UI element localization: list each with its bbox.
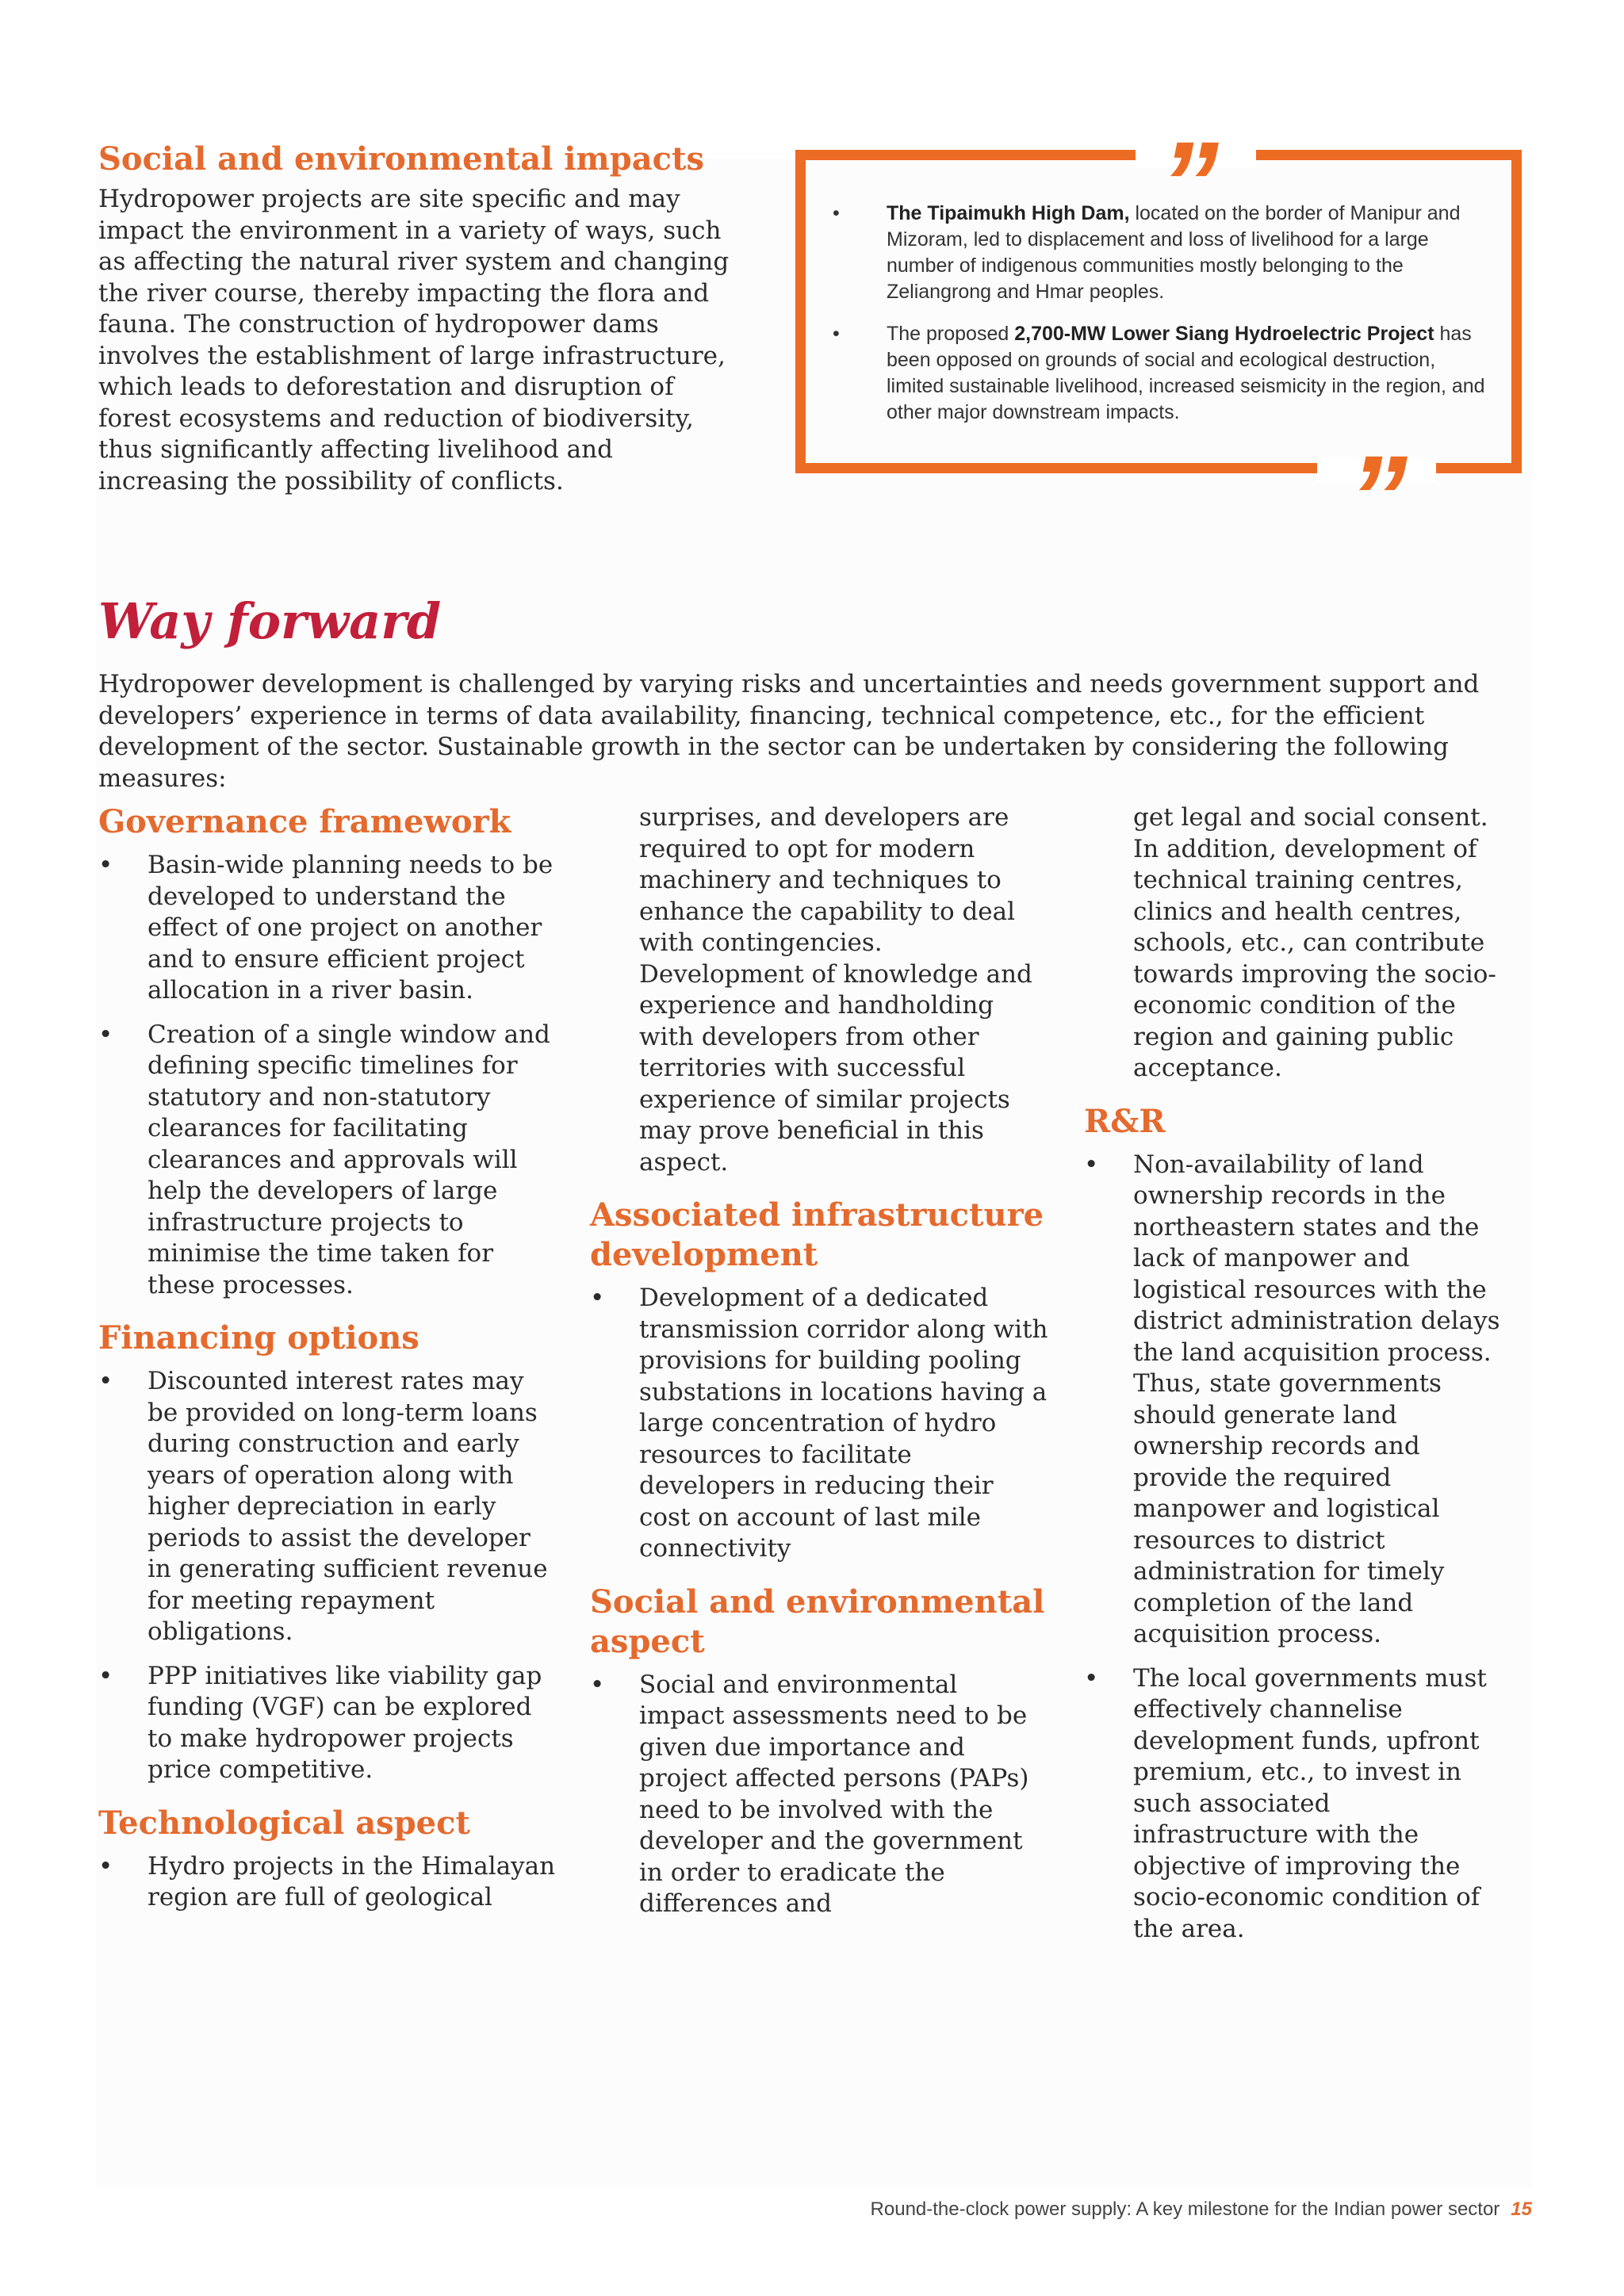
- social-impacts-body: Hydropower projects are site specific and may impact the environment in a variety of ways, such as affecting the natural river system and changing the river course, thereby impacting the flora and fauna. The construction of hydropower dams involves the establishment of large infrastructure, which leads to deforestation and disruption of forest ecosystems and reduction of biodiversity, thus significantly affecting livelihood and increasing the possibility of conflicts.: [98, 185, 730, 496]
- quote-item-bold: The Tipaimukh High Dam,: [887, 202, 1130, 224]
- list-item: [98, 1366, 558, 1648]
- list-item: [98, 1661, 558, 1786]
- bullet-icon: •: [98, 1661, 113, 1690]
- list-item-text: Development of a dedicated transmission corridor along with provisions for building pooling substations in locations having a large concentration of hydro resources to facilitate developers in reducing their cost on account of last mile connectivity: [639, 1284, 1048, 1563]
- bullet-icon: •: [833, 202, 840, 224]
- infrastructure-list: [590, 1283, 1050, 1565]
- list-item-text: Social and environmental impact assessments need to be given due importance and project affected persons (PAPs) need to be involved with the developer and the government in order to eradicate the differences and: [639, 1670, 1029, 1918]
- quote-item: [828, 201, 1494, 305]
- column-2: [590, 802, 1050, 1938]
- bullet-icon: •: [98, 1851, 113, 1881]
- quote-list: [828, 201, 1494, 442]
- bullet-icon: •: [98, 851, 113, 879]
- bullet-icon: •: [1084, 1663, 1099, 1693]
- quote-item-bold: 2,700-MW Lower Siang Hydroelectric Project: [1014, 323, 1434, 345]
- quote-item-pre: The proposed: [887, 323, 1015, 345]
- page-number: 15: [1511, 2198, 1532, 2220]
- list-item-text: Hydro projects in the Himalayan region are full of geological: [147, 1851, 556, 1911]
- bullet-icon: •: [590, 1284, 605, 1312]
- social-aspect-continuation: get legal and social consent. In addition, development of technical training centres, clinics and health centres, schools, etc., can contribute towards improving the socio-economic condition of the region and gaining public acceptance.: [1133, 803, 1496, 1082]
- financing-list: [98, 1366, 558, 1786]
- social-aspect-list: [590, 1670, 1050, 1920]
- list-item: [98, 1851, 558, 1914]
- list-item: [1084, 1663, 1512, 1946]
- list-item-text: The local governments must effectively channelise development funds, upfront premium, etc., to invest in such associated infrastructure with the objective of improving the socio-economic condition of the area.: [1133, 1663, 1487, 1943]
- list-item-text: Non-availability of land ownership records in the northeastern states and the lack of manpower and logistical resources with the district administration delays the land acquisition process. Thus, state governments should generate land ownership records and provide the required manpower and logistical resources to district administration for timely completion of the land acquisition process.: [1133, 1150, 1500, 1648]
- technological-heading: Technological aspect: [98, 1804, 470, 1842]
- list-item: [98, 850, 558, 1007]
- page-footer: [714, 2198, 1532, 2221]
- column-1: [98, 802, 558, 1931]
- technological-list: [98, 1851, 558, 1914]
- quote-item: [828, 321, 1494, 426]
- list-item: [98, 1020, 558, 1302]
- technological-continuation: surprises, and developers are required to opt for modern machinery and techniques to enhance the capability to deal with contingencies. Development of knowledge and experience and handholding with developers from other territories with successful experience of similar projects may prove beneficial in this aspect.: [639, 803, 1032, 1177]
- way-forward-title: Way forward: [98, 592, 442, 650]
- bullet-icon: •: [833, 323, 840, 345]
- open-quote-icon: ”: [1159, 117, 1219, 250]
- list-item-text: Basin-wide planning needs to be developed to understand the effect of one project on another and to ensure efficient project allocation in a river basin.: [147, 851, 553, 1004]
- social-impacts-section: [98, 140, 733, 497]
- list-item: [590, 1283, 1050, 1565]
- financing-heading: Financing options: [98, 1319, 419, 1357]
- social-impacts-heading: Social and environmental impacts: [98, 140, 704, 178]
- list-item-text: PPP initiatives like viability gap funding (VGF) can be explored to make hydropower projects price competitive.: [147, 1661, 542, 1784]
- list-item: [590, 1670, 1050, 1920]
- rr-heading: R&R: [1084, 1102, 1166, 1140]
- list-item-text: Discounted interest rates may be provided on long-term loans during construction and early years of operation along with higher depreciation in early periods to assist the developer in generating sufficient revenue for meeting repayment obligations.: [147, 1367, 548, 1646]
- list-item: [1084, 1150, 1512, 1651]
- way-forward-intro: Hydropower development is challenged by varying risks and uncertainties and needs government support and developers’ experience in terms of data availability, financing, technical competence, etc., for the efficient development of the sector. Sustainable growth in the sector can be undertaken by considering the following measures:: [98, 670, 1480, 793]
- footer-text: Round-the-clock power supply: A key milestone for the Indian power sector: [870, 2198, 1500, 2220]
- infrastructure-heading: Associated infrastructure development: [590, 1196, 1044, 1273]
- bullet-icon: •: [590, 1670, 605, 1699]
- column-3: [1084, 802, 1512, 1962]
- bullet-icon: •: [98, 1367, 113, 1395]
- list-item-text: Creation of a single window and defining specific timelines for statutory and non-statutory clearances for facilitating clearances and approvals will help the developers of large infrastructure projects to minimise the time taken for these processes.: [147, 1020, 550, 1299]
- close-quote-icon: ”: [1348, 430, 1408, 564]
- governance-list: [98, 850, 558, 1301]
- quote-item-text: located on the border of Manipur and Mizoram, led to displacement and loss of livelihood for a large number of indigenous communities mostly belonging to the Zeliangrong and Hmar peoples.: [887, 202, 1461, 303]
- bullet-icon: •: [98, 1020, 113, 1049]
- governance-heading: Governance framework: [98, 803, 511, 840]
- social-aspect-heading: Social and environmental aspect: [590, 1582, 1045, 1660]
- bullet-icon: •: [1084, 1150, 1099, 1179]
- rr-list: [1084, 1150, 1512, 1946]
- quote-item-text: has been opposed on grounds of social and ecological destruction, limited sustainable livelihood, increased seismicity in the region, and other major downstream impacts.: [887, 323, 1485, 423]
